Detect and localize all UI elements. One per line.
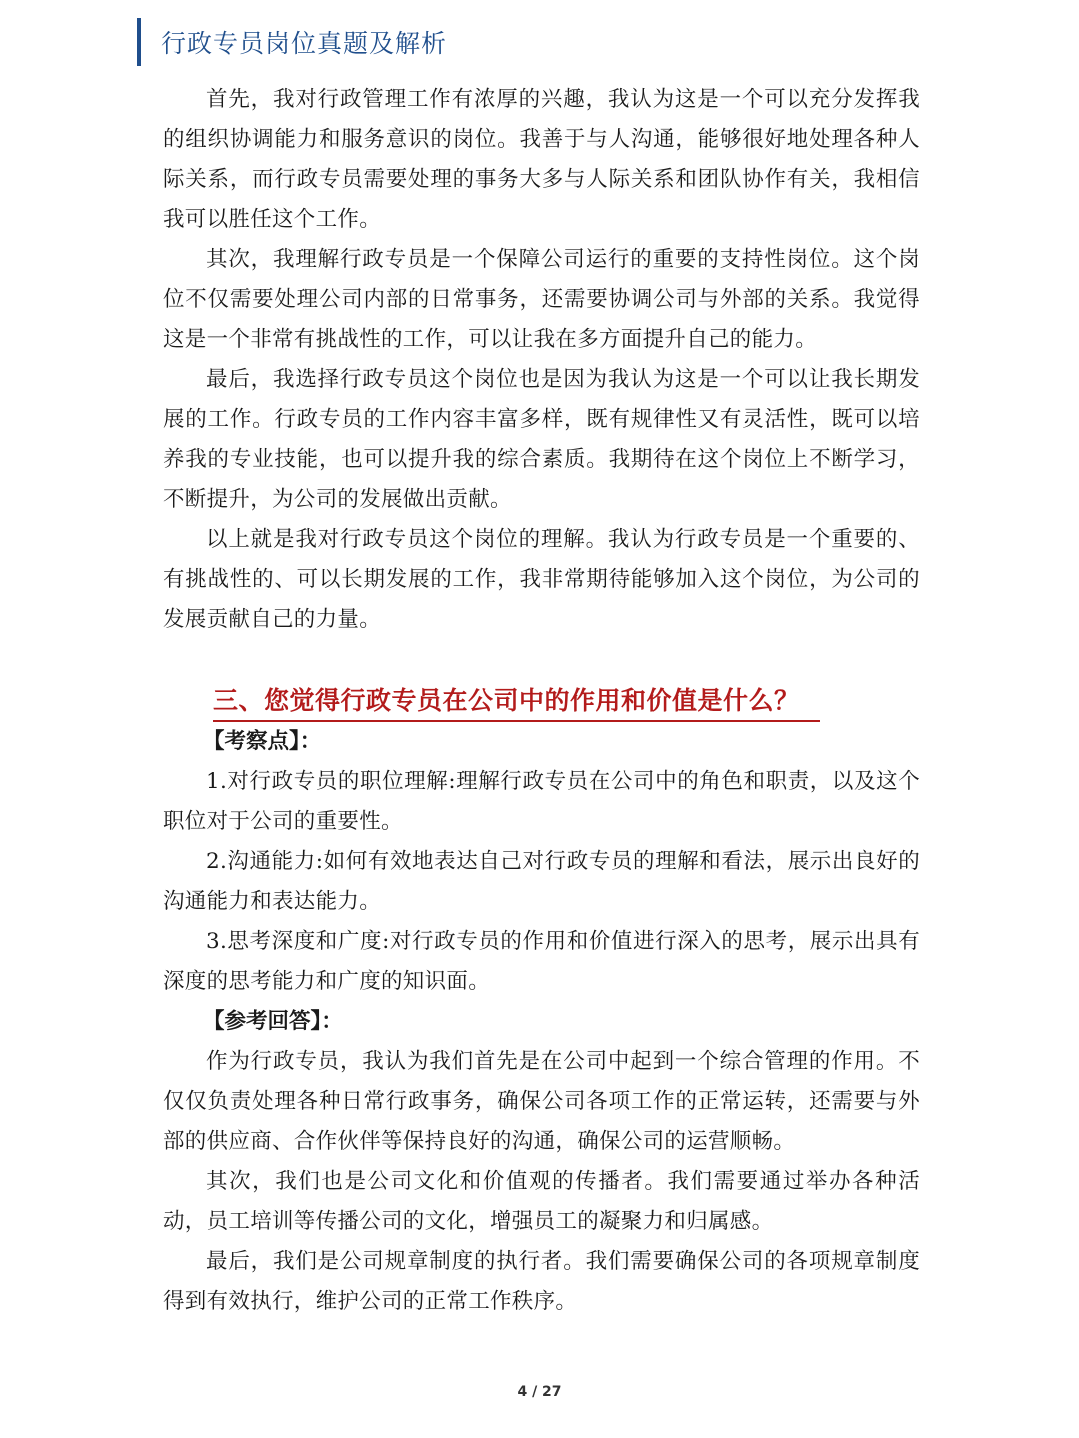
- page-content: [163, 80, 920, 1322]
- document-header: [137, 18, 447, 66]
- section-heading: 三、您觉得行政专员在公司中的作用和价值是什么？: [213, 682, 820, 722]
- exam-point-item: 2.沟通能力:如何有效地表达自己对行政专员的理解和看法，展示出良好的沟通能力和表达能力。: [163, 849, 920, 914]
- intro-paragraph: 其次，我理解行政专员是一个保障公司运行的重要的支持性岗位。这个岗位不仅需要处理公司内部的日常事务，还需要协调公司与外部的关系。我觉得这是一个非常有挑战性的工作，可以让我在多方面提升自己的能力。: [163, 247, 920, 352]
- reference-answer-paragraph: 其次，我们也是公司文化和价值观的传播者。我们需要通过举办各种活动，员工培训等传播公司的文化，增强员工的凝聚力和归属感。: [163, 1169, 920, 1234]
- exam-point-item: 3.思考深度和广度:对行政专员的作用和价值进行深入的思考，展示出具有深度的思考能力和广度的知识面。: [163, 929, 920, 994]
- exam-points-label: 【考察点】：: [203, 729, 322, 754]
- intro-paragraph: 首先，我对行政管理工作有浓厚的兴趣，我认为这是一个可以充分发挥我的组织协调能力和服务意识的岗位。我善于与人沟通，能够很好地处理各种人际关系，而行政专员需要处理的事务大多与人际关系和团队协作有关，我相信我可以胜任这个工作。: [163, 87, 920, 232]
- intro-paragraph: 最后，我选择行政专员这个岗位也是因为我认为这是一个可以让我长期发展的工作。行政专员的工作内容丰富多样，既有规律性又有灵活性，既可以培养我的专业技能，也可以提升我的综合素质。我期待在这个岗位上不断学习，不断提升，为公司的发展做出贡献。: [163, 367, 920, 512]
- exam-point-item: 1.对行政专员的职位理解:理解行政专员在公司中的角色和职责，以及这个职位对于公司的重要性。: [163, 769, 920, 834]
- reference-answer-paragraph: 作为行政专员，我认为我们首先是在公司中起到一个综合管理的作用。不仅仅负责处理各种日常行政事务，确保公司各项工作的正常运转，还需要与外部的供应商、合作伙伴等保持良好的沟通，确保公司的运营顺畅。: [163, 1049, 920, 1154]
- page-number: 4 / 27: [517, 1384, 562, 1400]
- intro-paragraph: 以上就是我对行政专员这个岗位的理解。我认为行政专员是一个重要的、有挑战性的、可以长期发展的工作，我非常期待能够加入这个岗位，为公司的发展贡献自己的力量。: [163, 527, 920, 632]
- reference-answer-paragraph: 最后，我们是公司规章制度的执行者。我们需要确保公司的各项规章制度得到有效执行，维护公司的正常工作秩序。: [163, 1249, 920, 1314]
- reference-answer-label: 【参考回答】：: [203, 1009, 343, 1034]
- document-title: 行政专员岗位真题及解析: [161, 29, 448, 58]
